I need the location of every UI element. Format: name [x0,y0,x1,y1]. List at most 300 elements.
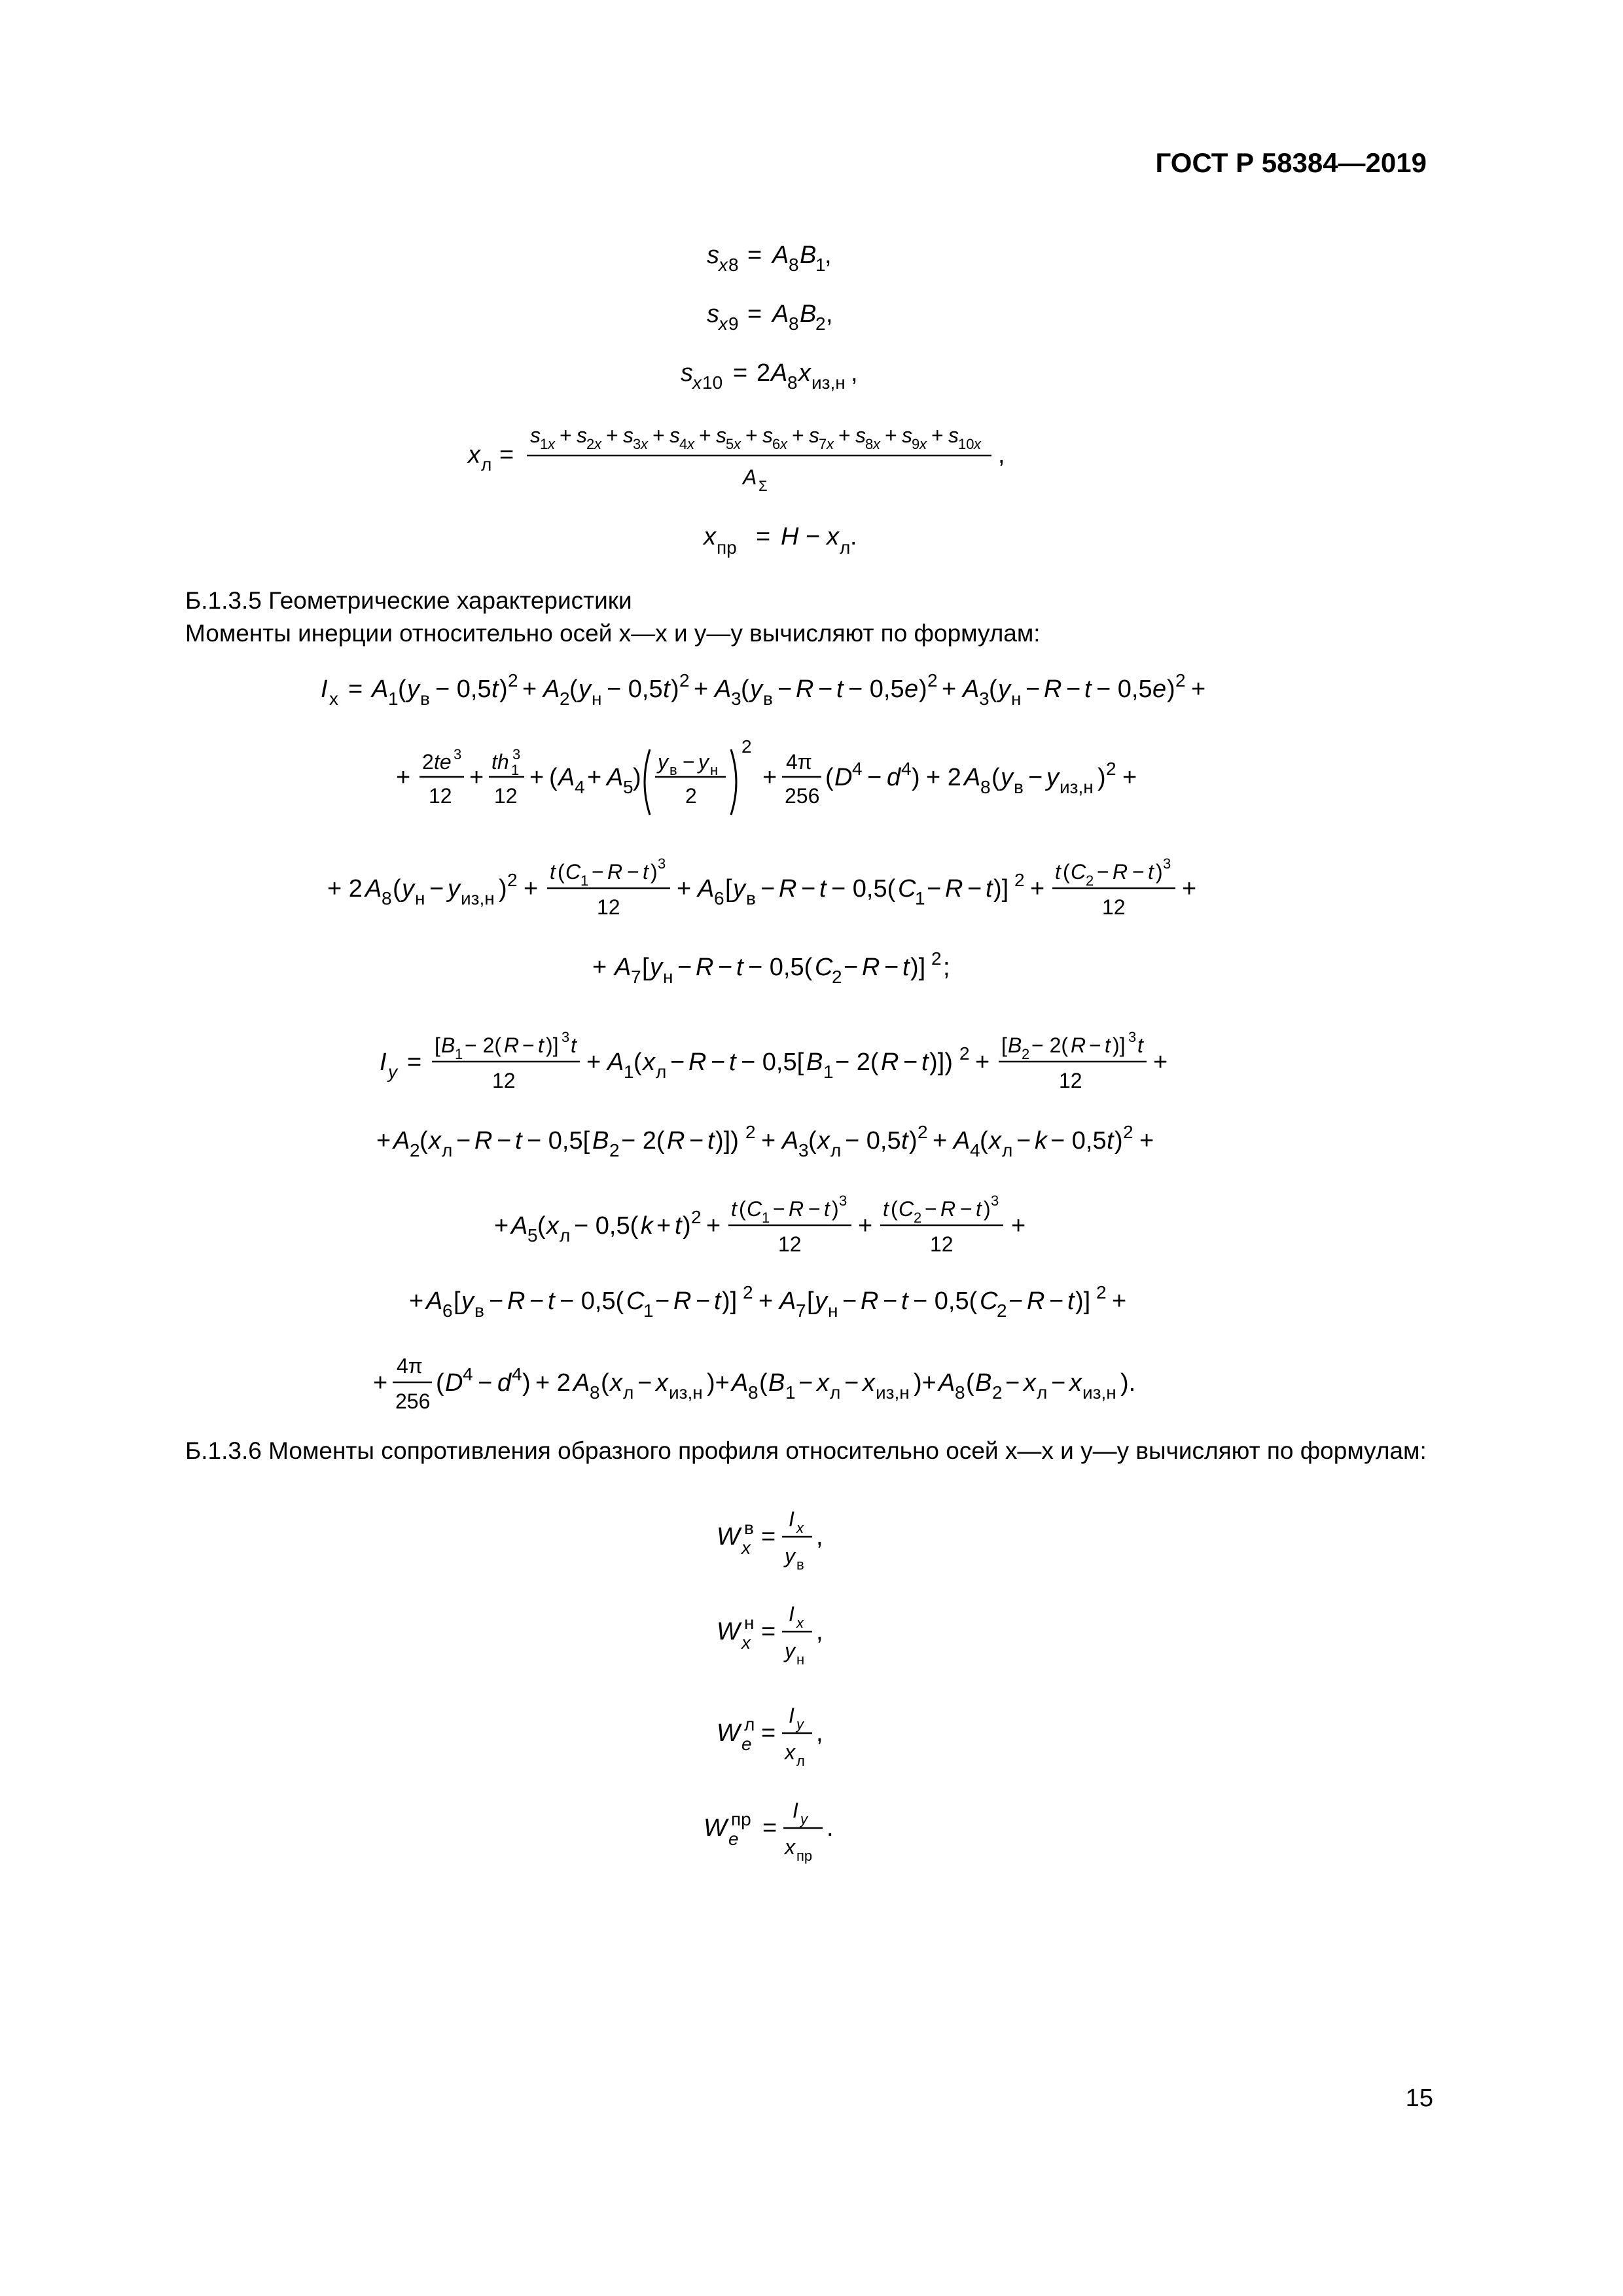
svg-text:[: [ [454,1287,461,1315]
svg-text:x: x [741,1537,751,1558]
formula-iy-line4 [409,1276,1194,1332]
svg-text:2: 2 [832,967,842,987]
svg-text:7: 7 [631,967,641,987]
svg-text:2: 2 [745,1122,756,1142]
svg-text:4: 4 [463,1364,473,1384]
svg-text:12: 12 [1102,895,1126,919]
svg-text:− 0,5: − 0,5 [1050,1127,1107,1155]
svg-text:R: R [688,1049,707,1076]
svg-text:8: 8 [590,1382,600,1403]
svg-text:R: R [881,1049,899,1076]
svg-text:2: 2 [743,1282,753,1302]
svg-text:B: B [975,1369,992,1397]
svg-text:4: 4 [970,1140,980,1160]
svg-text:−: − [967,875,982,903]
svg-text:+: + [694,675,709,703]
svg-text:x: x [719,314,728,334]
svg-text:A: A [426,1287,443,1315]
svg-text:s: s [716,423,726,447]
svg-text:+: + [1182,875,1197,903]
svg-text:7: 7 [796,1300,806,1321]
svg-text:x: x [734,436,741,452]
svg-text:)]: )] [1113,1033,1126,1057]
svg-text:2: 2 [997,1300,1007,1321]
svg-text:−: − [818,675,833,703]
svg-text:B: B [800,300,817,328]
svg-text:−: − [718,954,733,981]
svg-text:(: ( [419,1127,428,1155]
svg-text:1: 1 [388,689,399,709]
svg-text:): ) [633,764,641,791]
svg-text:3: 3 [731,689,741,709]
svg-text:s: s [577,423,587,447]
svg-text:− 0,5: − 0,5 [607,675,663,703]
svg-text:л: л [623,1382,634,1403]
svg-text:[: [ [725,875,732,903]
svg-text:4: 4 [679,436,688,452]
formula-wel [717,1695,861,1784]
svg-text:).: ). [1120,1369,1136,1397]
svg-text:t: t [736,954,743,981]
svg-text:C: C [747,1197,762,1221]
svg-text:B: B [768,1369,785,1397]
svg-text:): ) [1156,860,1163,884]
svg-text:1: 1 [823,1062,834,1082]
svg-text:12: 12 [429,784,452,808]
svg-text:R: R [796,675,814,703]
svg-text:−: − [677,954,692,981]
svg-text:−: − [884,954,899,981]
svg-text:t: t [571,1033,577,1057]
svg-text:t: t [538,1033,544,1057]
svg-text:в: в [420,689,430,709]
document-header: ГОСТ Р 58384—2019 [1155,147,1427,178]
svg-text:t: t [515,1127,522,1155]
svg-text:−: − [1026,675,1041,703]
svg-text:в: в [669,762,677,778]
svg-text:s: s [669,423,680,447]
svg-text:2: 2 [410,1140,420,1160]
svg-text:4π: 4π [786,750,812,774]
svg-text:−: − [1051,1369,1066,1397]
svg-text:I: I [789,1704,794,1727]
svg-text:y: y [407,675,419,703]
svg-text:x: x [798,359,811,387]
svg-text:− 2(: − 2( [835,1049,879,1076]
svg-text:H: H [781,523,799,550]
svg-text:[: [ [1001,1033,1007,1057]
svg-text:− 0,5(: − 0,5( [574,1212,639,1240]
svg-text:): ) [909,1127,918,1155]
svg-text:e: e [728,1829,739,1849]
svg-text:л: л [1002,1140,1013,1160]
svg-text:2: 2 [815,314,826,334]
svg-text:R: R [789,1197,804,1221]
svg-text:(: ( [808,1127,817,1155]
svg-text:y: y [1001,764,1013,791]
svg-text:x: x [919,436,927,452]
svg-text:A: A [938,1369,955,1397]
svg-text:=: = [348,675,363,703]
svg-text:−: − [925,1197,937,1221]
svg-text:s: s [707,300,719,328]
svg-text:(: ( [393,875,401,903]
svg-text:A: A [743,465,757,489]
svg-text:s: s [623,423,633,447]
svg-text:s: s [530,423,541,447]
svg-text:− 0,5(: − 0,5( [560,1287,624,1315]
svg-text:x: x [468,441,480,469]
svg-text:A: A [963,675,980,703]
svg-text:−: − [1097,860,1109,884]
svg-text:th: th [491,750,509,774]
svg-text:2: 2 [507,870,518,890]
svg-text:t: t [663,675,670,703]
svg-text:− 0,5: − 0,5 [845,1127,901,1155]
svg-text:C: C [898,875,916,903]
svg-text:R: R [862,954,880,981]
svg-text:)]: )] [722,1287,738,1315]
svg-text:н: н [415,888,425,908]
svg-text:x: x [780,436,787,452]
svg-text:+ 2: + 2 [926,764,961,791]
svg-text:R: R [504,1033,520,1057]
svg-text:+: + [1112,1287,1127,1315]
svg-text:e: e [904,675,919,703]
svg-text:4: 4 [852,759,863,779]
svg-text:7: 7 [819,436,827,452]
page-number: 15 [1405,2085,1433,2112]
svg-text:3: 3 [991,1193,999,1209]
svg-text:−: − [1028,764,1043,791]
svg-text:−: − [522,1033,535,1057]
svg-text:x: x [692,372,702,393]
svg-text:(: ( [759,1369,768,1397]
svg-text:)+: )+ [914,1369,936,1397]
svg-text:− 0,5(: − 0,5( [831,875,896,903]
svg-text:): ) [832,1197,839,1221]
svg-text:пр: пр [731,1809,751,1829]
svg-text:x: x [641,436,648,452]
svg-text:y: y [402,875,414,903]
formula-iy-line3 [494,1185,1083,1273]
svg-text:2: 2 [1175,670,1186,691]
svg-text:н: н [663,967,673,987]
svg-text:2: 2 [679,670,690,691]
section-text-b135: Моменты инерции относительно осей x—x и y—y вычисляют по формулам: [185,620,1041,647]
svg-text:(: ( [966,1369,974,1397]
svg-text:+: + [792,423,804,447]
svg-text:1: 1 [815,255,826,275]
svg-text:)]): )]) [929,1049,953,1076]
svg-text:+: + [586,1049,601,1076]
svg-text:н: н [796,1651,805,1668]
svg-text:t: t [819,875,827,903]
svg-text:): ) [522,1369,531,1397]
svg-text:−: − [456,1127,471,1155]
svg-text:+: + [529,764,544,791]
svg-text:s: s [948,423,959,447]
svg-text:2: 2 [927,670,938,691]
svg-text:I: I [380,1049,387,1076]
svg-text:y: y [698,750,709,774]
svg-text:2: 2 [992,1382,1003,1403]
svg-text:+: + [1191,675,1206,703]
svg-text:2: 2 [757,359,771,387]
svg-text:+ 2: + 2 [327,875,363,903]
svg-text:+: + [1139,1127,1154,1155]
svg-text:(: ( [436,1369,444,1397]
svg-text:Σ: Σ [758,478,768,494]
formula-sx9 [707,295,877,344]
svg-text:из,н: из,н [1060,777,1094,797]
svg-text:в: в [744,1518,754,1538]
svg-text:−: − [670,1049,685,1076]
svg-text:x: x [785,1835,795,1859]
svg-text:W: W [717,1719,740,1747]
svg-text:s: s [902,423,912,447]
svg-text:10: 10 [702,372,723,393]
svg-text:W: W [704,1814,727,1842]
svg-text:8: 8 [789,314,799,334]
svg-text:2: 2 [508,670,518,691]
svg-text:): ) [912,764,920,791]
svg-text:t: t [824,1197,830,1221]
svg-text:3: 3 [1128,1029,1137,1045]
svg-text:8: 8 [865,436,874,452]
svg-text:)]: )] [546,1033,559,1057]
svg-text:пр: пр [796,1848,813,1864]
formula-ix-line4 [592,942,985,998]
svg-text:2: 2 [914,1210,922,1226]
svg-text:−: − [1008,1287,1024,1315]
svg-text:6: 6 [442,1300,453,1321]
svg-text:2: 2 [691,1207,702,1227]
svg-text:+: + [1153,1049,1168,1076]
svg-text:e: e [741,1734,752,1754]
svg-text:x: x [827,523,839,550]
svg-text:B: B [806,1049,823,1076]
svg-text:A: A [779,1287,796,1315]
svg-text:x: x [785,1740,795,1764]
svg-text:y: y [650,954,662,981]
svg-text:2: 2 [1106,759,1116,779]
svg-text:t: t [550,860,556,884]
svg-text:R: R [507,1287,526,1315]
svg-text:(: ( [825,764,834,791]
svg-text:4: 4 [901,759,912,779]
svg-text:1: 1 [455,1046,463,1062]
formula-wepr [704,1790,874,1885]
svg-text:)]: )] [993,875,1009,903]
svg-text:x: x [796,1520,804,1536]
svg-text:d: d [497,1369,512,1397]
svg-text:A: A [615,954,632,981]
svg-text:C: C [565,860,581,884]
svg-text:+: + [858,1212,873,1240]
svg-text:t: t [986,875,993,903]
svg-text:y: y [785,1544,795,1568]
svg-text:y: y [658,750,668,774]
svg-text:−: − [808,1197,821,1221]
svg-text:): ) [683,1212,691,1240]
svg-text:+: + [656,1212,671,1240]
svg-text:из,н: из,н [812,372,846,393]
formula-iy-line2 [376,1116,1227,1172]
svg-text:−: − [760,875,776,903]
svg-text:x: x [974,436,981,452]
svg-text:+: + [1030,875,1045,903]
section-text-b136: Б.1.3.6 Моменты сопротивления образного профиля относительно осей x—x и y—y вычисляют по формулам: [185,1437,1427,1464]
svg-text:R: R [673,1287,692,1315]
svg-text:− 2(: − 2( [621,1127,665,1155]
svg-text:A: A [607,764,624,791]
svg-text:A: A [558,764,575,791]
svg-text:+: + [524,875,539,903]
svg-text:в: в [796,1556,804,1573]
svg-text:t: t [707,1127,715,1155]
svg-text:): ) [919,675,927,703]
svg-text:4: 4 [512,1364,522,1384]
svg-text:− 2(: − 2( [1031,1033,1069,1057]
svg-text:t: t [675,1212,682,1240]
svg-text:x: x [546,1212,559,1240]
svg-text:)]: )] [910,954,926,981]
svg-text:(: ( [991,764,1000,791]
svg-text:): ) [671,675,679,703]
svg-text:t: t [902,954,910,981]
svg-text:− 2(: − 2( [465,1033,502,1057]
svg-text:л: л [830,1140,842,1160]
svg-text:y: y [815,1287,827,1315]
svg-text:B: B [800,242,817,269]
svg-text:(: ( [558,860,565,884]
svg-text:8: 8 [728,255,739,275]
svg-text:2: 2 [1014,870,1025,890]
svg-text:8: 8 [748,1382,758,1403]
svg-text:A: A [782,1127,799,1155]
svg-text:−: − [1005,1369,1020,1397]
svg-text:+: + [606,423,618,447]
svg-text:(: ( [891,1197,898,1221]
svg-text:t: t [976,1197,982,1221]
svg-text:x: x [1069,1369,1082,1397]
svg-text:+: + [761,1127,776,1155]
svg-text:(: ( [741,675,749,703]
svg-text:A: A [393,1127,410,1155]
svg-text:C: C [899,1197,914,1221]
svg-text:− 0,5: − 0,5 [435,675,491,703]
formula-iy-line1 [380,1021,1230,1109]
svg-text:W: W [717,1618,740,1645]
svg-text:2: 2 [609,1140,620,1160]
svg-text:2: 2 [959,1043,970,1064]
svg-text:л: л [560,1225,571,1246]
svg-text:x: x [796,1615,804,1631]
svg-text:R: R [1113,860,1128,884]
svg-text:−: − [801,875,816,903]
svg-text:t: t [921,1049,929,1076]
svg-text:x: x [873,436,880,452]
svg-text:−: − [1016,1127,1031,1155]
svg-text:+: + [494,1212,509,1240]
svg-text:3: 3 [1163,855,1171,872]
svg-text:3: 3 [562,1029,570,1045]
svg-text:−: − [627,860,639,884]
svg-text:1: 1 [785,1382,796,1403]
svg-text:C: C [980,1287,998,1315]
svg-text:+: + [469,764,484,791]
svg-text:t: t [714,1287,721,1315]
svg-text:,: , [816,1523,823,1551]
svg-text:−: − [429,875,444,903]
svg-text:s: s [855,423,866,447]
svg-text:2: 2 [560,689,570,709]
svg-text:(: ( [549,764,558,791]
svg-text:=: = [761,1523,776,1551]
svg-text:н: н [828,1300,838,1321]
formula-xpr [704,517,913,573]
svg-text:2: 2 [741,736,752,757]
svg-text:y: y [785,1639,795,1662]
svg-text:2: 2 [1123,1122,1133,1142]
svg-text:x: x [989,1127,1001,1155]
svg-text:y: y [796,1716,804,1732]
svg-text:−: − [903,1049,918,1076]
svg-text:.: . [827,1814,834,1842]
svg-text:B: B [592,1127,609,1155]
svg-text:12: 12 [778,1232,802,1256]
svg-text:− 0,5[: − 0,5[ [741,1049,804,1076]
svg-text:+: + [931,423,944,447]
svg-text:−: − [1066,675,1081,703]
svg-text:+: + [409,1287,424,1315]
svg-text:A: A [543,675,560,703]
svg-text:=: = [761,1618,776,1645]
svg-text:I: I [321,675,328,703]
svg-text:8: 8 [955,1382,965,1403]
svg-text:256: 256 [785,784,820,808]
svg-text:I: I [789,1602,794,1626]
svg-text:4: 4 [575,777,585,797]
svg-text:пр: пр [717,537,737,558]
svg-text:+: + [652,423,665,447]
svg-text:x: x [548,436,555,452]
svg-text:− 0,5(: − 0,5( [748,954,813,981]
svg-text:;: ; [943,954,950,981]
svg-text:1: 1 [643,1300,654,1321]
svg-text:=: = [499,441,514,469]
formula-sx8 [707,236,877,285]
svg-text:в: в [746,888,756,908]
svg-text:+: + [592,954,607,981]
svg-text:+: + [745,423,758,447]
svg-text:л: л [840,537,851,558]
svg-text:x: x [817,1369,829,1397]
svg-text:3: 3 [979,689,990,709]
svg-text:): ) [1097,764,1106,791]
svg-text:−: − [798,1369,813,1397]
svg-text:12: 12 [597,895,620,919]
formula-sx10 [681,353,916,403]
svg-text:s: s [681,359,693,387]
svg-text:x: x [610,1369,622,1397]
svg-text:1: 1 [762,1210,770,1226]
svg-text:−: − [711,1049,726,1076]
svg-text:− 0,5: − 0,5 [848,675,904,703]
svg-text:1: 1 [580,872,589,889]
svg-text:t: t [1137,1033,1143,1057]
